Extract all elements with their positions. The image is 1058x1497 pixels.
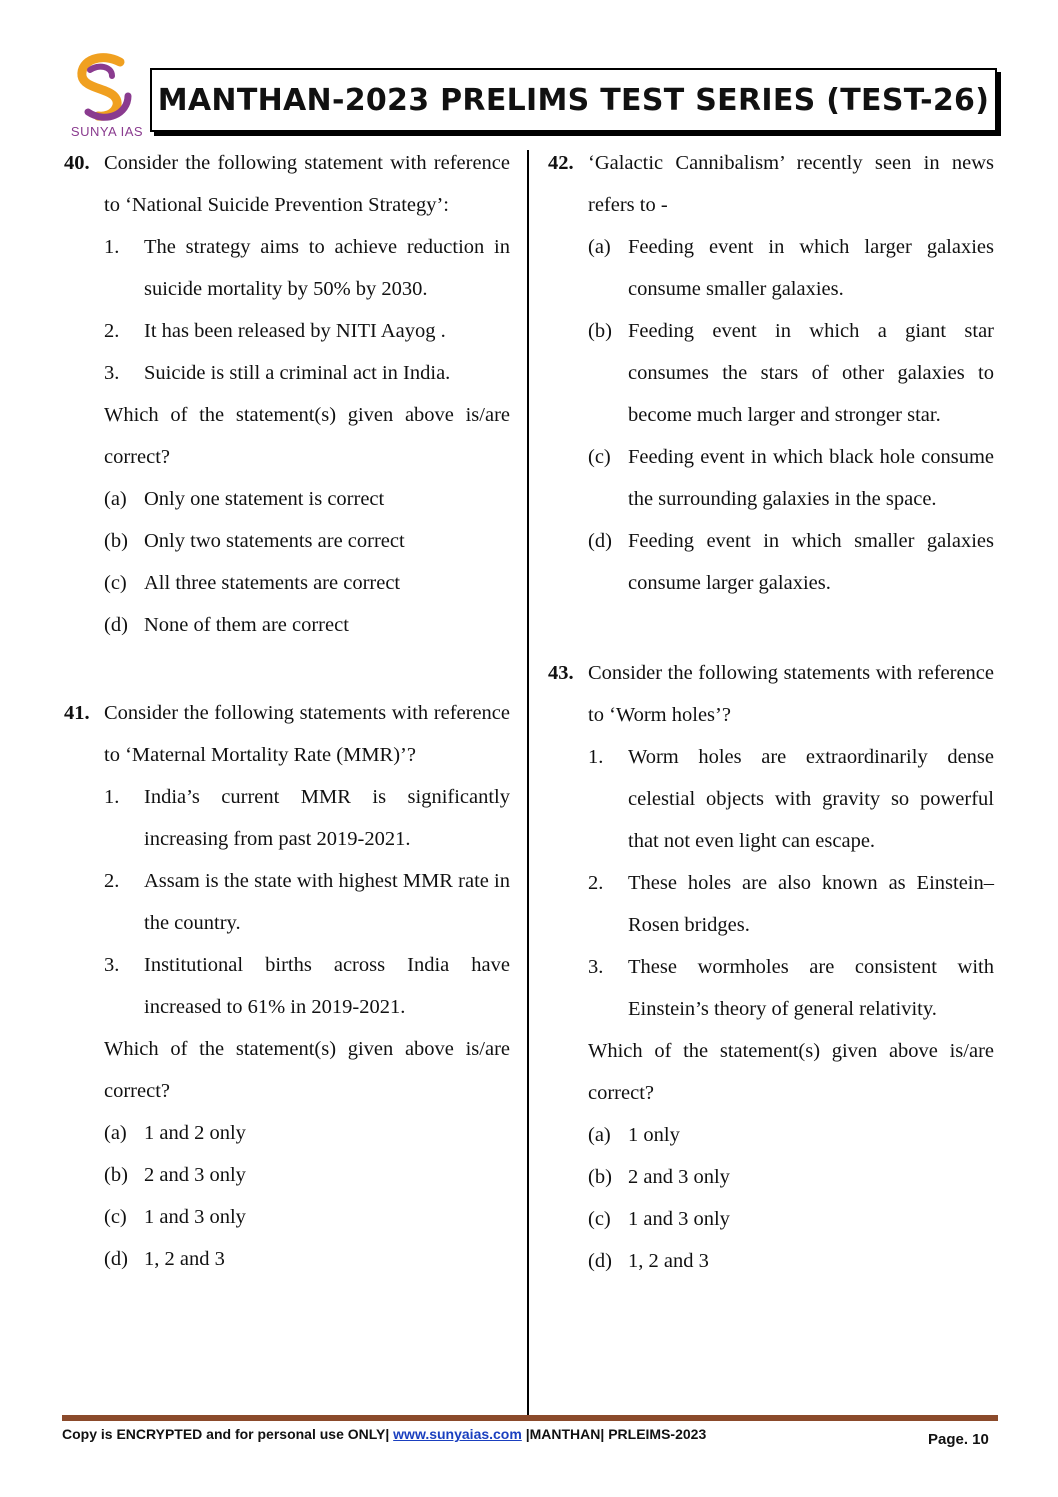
option: (b) 2 and 3 only [104, 1164, 246, 1186]
website-link[interactable]: www.sunyaias.com [393, 1426, 522, 1442]
option: (d) 1, 2 and 3 [104, 1248, 225, 1270]
option: (c) All three statements are correct [104, 572, 401, 594]
statement: 2. It has been released by NITI Aayog . [104, 320, 446, 342]
statement: 3. Institutional births across India have increased to 61% in 2019-2021. [104, 954, 510, 1018]
statement: 1. India’s current MMR is significantly increasing from past 2019-2021. [104, 786, 510, 850]
option: (b) Only two statements are correct [104, 530, 405, 552]
column-divider [527, 150, 529, 1420]
brand-name: SUNYA IAS [70, 124, 144, 139]
footer-notice: Copy is ENCRYPTED and for personal use ONLY| [62, 1426, 390, 1442]
footer-series: |MANTHAN| PRLEIMS-2023 [525, 1426, 707, 1442]
statement: 2. These holes are also known as Einstein–Rosen bridges. [588, 872, 994, 936]
question-number: 42. [548, 152, 574, 174]
statement: 1. The strategy aims to achieve reduction in suicide mortality by 50% by 2030. [104, 236, 510, 300]
statement: 3. Suicide is still a criminal act in India. [104, 362, 451, 384]
option: (a) Feeding event in which larger galaxies consume smaller galaxies. [588, 236, 994, 300]
footer-rule [62, 1415, 998, 1421]
statement: 3. These wormholes are consistent with Einstein’s theory of general relativity. [588, 956, 994, 1020]
footer-text [62, 1426, 706, 1442]
option: (c) 1 and 3 only [588, 1208, 730, 1230]
question-43 [548, 652, 994, 1282]
question-stem: ‘Galactic Cannibalism’ recently seen in news refers to - [588, 152, 994, 216]
option: (c) 1 and 3 only [104, 1206, 246, 1228]
option: (d) 1, 2 and 3 [588, 1250, 709, 1272]
question-number: 43. [548, 662, 574, 684]
question-40 [64, 142, 510, 646]
question-number: 41. [64, 702, 90, 724]
page-title: MANTHAN-2023 PRELIMS TEST SERIES (TEST-26) [157, 82, 990, 118]
question-stem: Consider the following statements with reference to ‘Maternal Mortality Rate (MMR)’? [104, 702, 510, 766]
option: (a) Only one statement is correct [104, 488, 385, 510]
question-prompt: Which of the statement(s) given above is/are correct? [588, 1040, 994, 1104]
test-title-box [150, 68, 997, 132]
option: (d) Feeding event in which smaller galaxies consume larger galaxies. [588, 530, 994, 594]
question-stem: Consider the following statements with reference to ‘Worm holes’? [588, 662, 994, 726]
left-column [64, 142, 510, 1280]
option: (d) None of them are correct [104, 614, 349, 636]
question-stem: Consider the following statement with reference to ‘National Suicide Prevention Strategy’: [104, 152, 510, 216]
option: (a) 1 and 2 only [104, 1122, 246, 1144]
right-column [548, 142, 994, 1282]
question-prompt: Which of the statement(s) given above is/are correct? [104, 404, 510, 468]
statement: 2. Assam is the state with highest MMR rate in the country. [104, 870, 510, 934]
statement: 1. Worm holes are extraordinarily dense celestial objects with gravity so powerful that not even light can escape. [588, 746, 994, 852]
question-number: 40. [64, 152, 90, 174]
question-41 [64, 692, 510, 1280]
option: (a) 1 only [588, 1124, 680, 1146]
option: (b) Feeding event in which a giant star consumes the stars of other galaxies to become much larger and stronger star. [588, 320, 994, 426]
option: (c) Feeding event in which black hole consume the surrounding galaxies in the space. [588, 446, 994, 510]
question-prompt: Which of the statement(s) given above is/are correct? [104, 1038, 510, 1102]
question-42 [548, 142, 994, 604]
option: (b) 2 and 3 only [588, 1166, 730, 1188]
page-number: Page. 10 [928, 1431, 989, 1448]
